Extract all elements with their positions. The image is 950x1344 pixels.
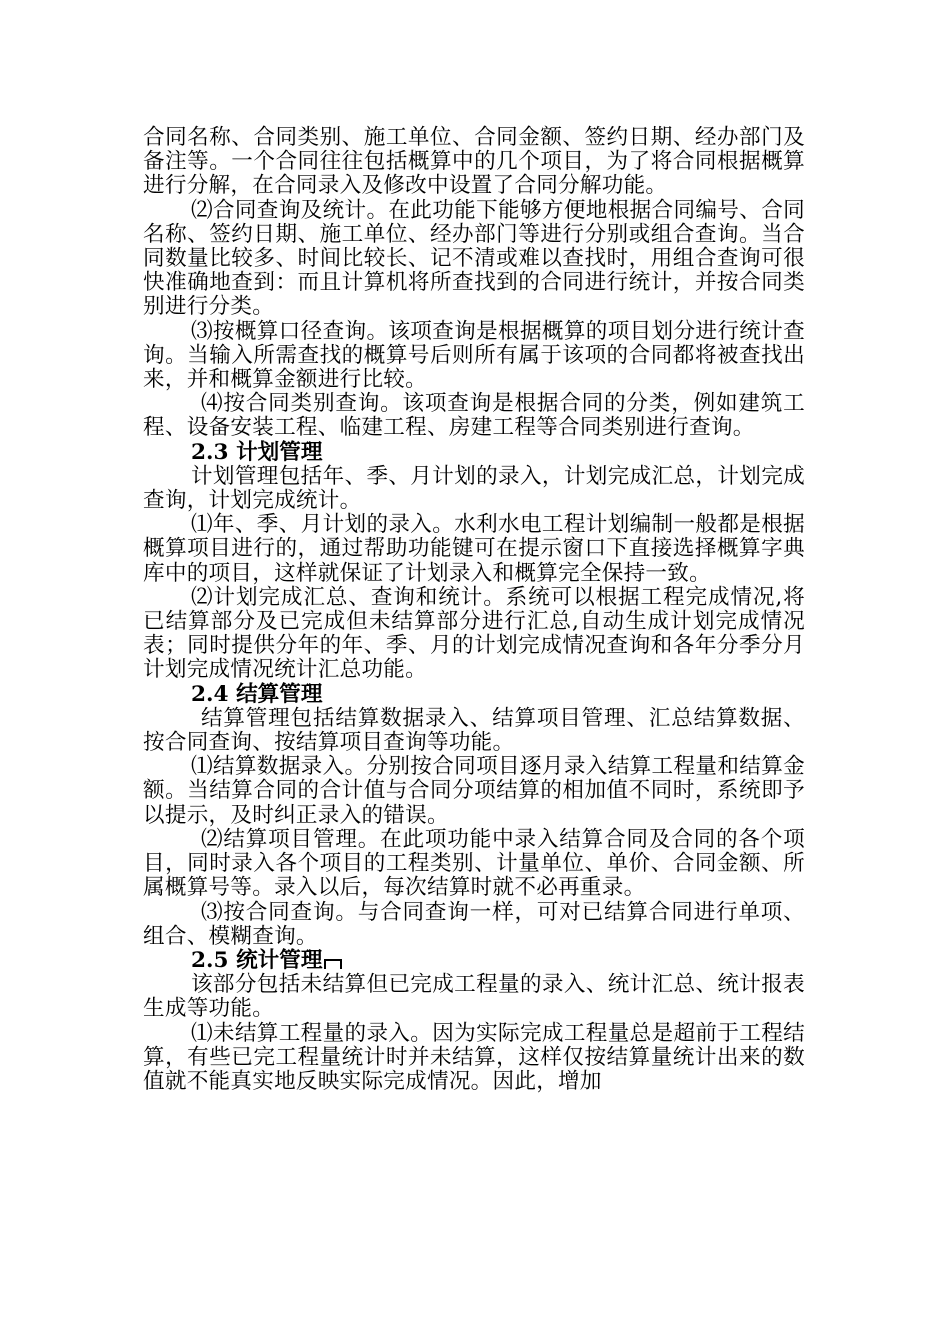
body-paragraph: ⑵结算项目管理。在此项功能中录入结算合同及合同的各个项目，同时录入各个项目的工程类别、计量单位、单价、合同金额、所属概算号等。录入以后，每次结算时就不必再重录。 xyxy=(143,826,805,901)
body-paragraph: ⑴结算数据录入。分别按合同项目逐月录入结算工程量和结算金额。当结算合同的合计值与合同分项结算的相加值不同时，系统即予以提示，及时纠正录入的错误。 xyxy=(143,754,805,828)
body-paragraph: 该部分包括未结算但已完成工程量的录入、统计汇总、统计报表生成等功能。 xyxy=(143,972,805,1022)
body-paragraph: 结算管理包括结算数据录入、结算项目管理、汇总结算数据、按合同查询、按结算项目查询等功能。 xyxy=(143,705,805,756)
document-page xyxy=(143,126,805,1094)
section-heading: 2.3 计划管理 xyxy=(191,439,323,465)
body-paragraph: ⑴年、季、月计划的录入。水利水电工程计划编制一般都是根据概算项目进行的，通过帮助功能键可在提示窗口下直接选择概算字典库中的项目，这样就保证了计划录入和概算完全保持一致。 xyxy=(143,512,805,586)
body-paragraph: ⑴未结算工程量的录入。因为实际完成工程量总是超前于工程结算，有些已完工程量统计时并未结算，这样仅按结算量统计出来的数值就不能真实地反映实际完成情况。因此，增加 xyxy=(143,1020,805,1094)
body-paragraph: ⑵合同查询及统计。在此功能下能够方便地根据合同编号、合同名称、签约日期、施工单位、经办部门等进行分别或组合查询。当合同数量比较多、时间比较长、记不清或难以查找时，用组合查询可很快准确地查到：而且计算机将所查找到的合同进行统计，并按合同类别进行分类。 xyxy=(143,197,805,320)
body-paragraph: 合同名称、合同类别、施工单位、合同金额、签约日期、经办部门及备注等。一个合同往往包括概算中的几个项目，为了将合同根据概算进行分解，在合同录入及修改中设置了合同分解功能。 xyxy=(143,125,805,199)
body-paragraph: ⑶按合同查询。与合同查询一样，可对已结算合同进行单项、组合、模糊查询。 xyxy=(143,899,805,949)
section-heading: 2.4 结算管理 xyxy=(191,681,323,707)
body-paragraph: ⑵计划完成汇总、查询和统计。系统可以根据工程完成情况,将已结算部分及已完成但未结算部分进行汇总,自动生成计划完成情况表；同时提供分年的年、季、月的计划完成情况查询和各年分季分月计划完成情况统计汇总功能。 xyxy=(143,584,805,683)
body-paragraph: 计划管理包括年、季、月计划的录入，计划完成汇总，计划完成查询，计划完成统计。 xyxy=(143,463,805,514)
body-paragraph: ⑶按概算口径查询。该项查询是根据概算的项目划分进行统计查询。当输入所需查找的概算号后则所有属于该项的合同都将被查找出来，并和概算金额进行比较。 xyxy=(143,318,805,393)
section-heading: 2.5 统计管理 xyxy=(143,949,805,973)
bracket-mark-icon xyxy=(324,959,342,969)
body-paragraph: ⑷按合同类别查询。该项查询是根据合同的分类，例如建筑工程、设备安装工程、临建工程、房建工程等合同类别进行查询。 xyxy=(143,391,805,441)
